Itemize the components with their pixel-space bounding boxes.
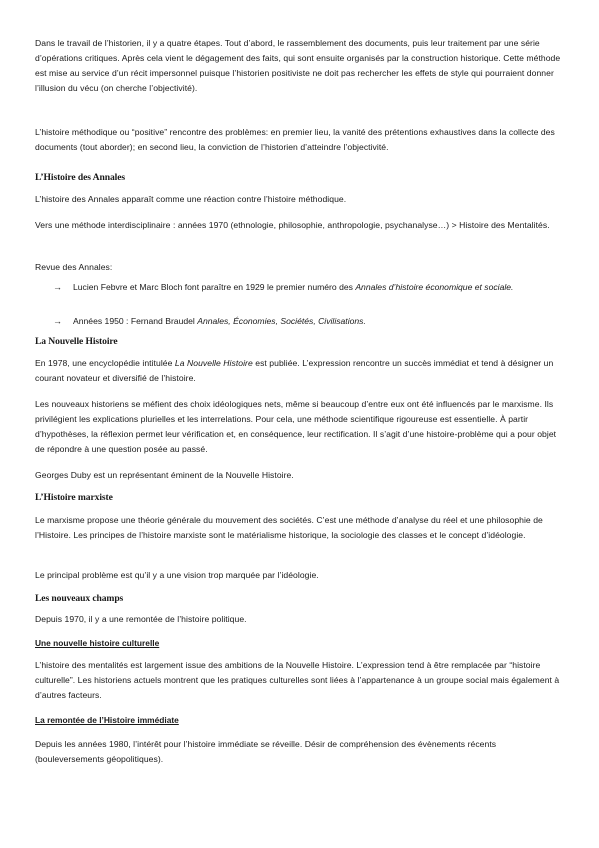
section-heading-nouvelle-histoire: La Nouvelle Histoire: [35, 336, 118, 347]
nouvelle-p1-b: est publiée. L’expression rencontre un succès immédiat et tend à désigner un courant novateur et diversifié de l’histoire.: [35, 358, 554, 383]
bullet-1-text: [73, 280, 568, 295]
bullet-2-italic: Annales, Économies, Sociétés, Civilisations.: [197, 316, 366, 326]
section-heading-marxiste: L’Histoire marxiste: [35, 492, 113, 503]
annales-paragraph-2: Vers une méthode interdisciplinaire : années 1970 (ethnologie, philosophie, anthropologie, psychanalyse…) > Histoire des Mentalités.: [35, 220, 550, 230]
arrow-right-icon: →: [53, 316, 62, 326]
annales-paragraph-1: L’histoire des Annales apparaît comme une réaction contre l’histoire méthodique.: [35, 194, 347, 204]
section-heading-nouveaux-champs: Les nouveaux champs: [35, 593, 124, 604]
nouvelle-paragraph-3: Georges Duby est un représentant éminent de la Nouvelle Histoire.: [35, 470, 294, 480]
bullet-1-italic: Annales d’histoire économique et sociale.: [355, 282, 514, 292]
annales-paragraph-3: Revue des Annales:: [35, 262, 113, 272]
nouvelle-p1-italic: La Nouvelle Histoire: [174, 358, 253, 368]
marxiste-paragraph-1: Le marxisme propose une théorie générale du mouvement des sociétés. C’est une méthode d’analyse du réel et une philosophie de l’Histoire. Les principes de l’histoire marxiste sont le matérialisme historique, la sociologie des classes et le concept d’idéologie.: [35, 515, 543, 540]
champs-paragraph-1: Depuis 1970, il y a une remontée de l’histoire politique.: [35, 614, 247, 624]
bullet-2-plain: Années 1950 : Fernand Braudel: [73, 316, 198, 326]
champs-paragraph-2: L’histoire des mentalités est largement issue des ambitions de la Nouvelle Histoire. L’expression tend à être remplacée par “histoire culturelle”. Les historiens actuels montrent que les pratiques culturelles sont liées à l’appartenance à un groupe social mais également à d’autres facteurs.: [35, 660, 560, 700]
champs-paragraph-3: Depuis les années 1980, l’intérêt pour l’histoire immédiate se réveille. Désir de compréhension des évènements récents (bouleversements géopolitiques).: [35, 739, 497, 764]
subheading-histoire-culturelle: Une nouvelle histoire culturelle: [35, 638, 160, 648]
nouvelle-paragraph-2: Les nouveaux historiens se méfient des choix idéologiques nets, même si beaucoup d’entre eux ont été influencés par le marxisme. Ils privilégient les explications plurielles et les interrelations. Pour cela, une méthode scientifique rigoureuse est essentielle. À partir d’hypothèses, la réflexion permet leur vérification et, en conséquence, leur rectification. Il s’agit d’une histoire-problème qui a pour objet de répondre à une question posée au passé.: [35, 399, 557, 454]
arrow-right-icon: →: [53, 282, 62, 292]
subheading-histoire-immediate: La remontée de l’Histoire immédiate: [35, 715, 179, 725]
marxiste-paragraph-2: Le principal problème est qu’il y a une vision trop marquée par l’idéologie.: [35, 570, 319, 580]
annales-bullet-2: [53, 314, 568, 329]
bullet-1-plain: Lucien Febvre et Marc Bloch font paraître en 1929 le premier numéro des: [73, 282, 356, 292]
intro-paragraph-1: Dans le travail de l’historien, il y a quatre étapes. Tout d’abord, le rassemblement des documents, puis leur traitement par une série d’opérations critiques. Après cela vient le dégagement des faits, qui sont ensuite organisés par la construction historique. Cette méthode est mise au service d’un récit impersonnel puisque l’historien positiviste ne doit pas rechercher les effets de style qui pourraient donner l’illusion du vécu (on cherche l’objectivité).: [35, 38, 561, 93]
bullet-2-text: [73, 314, 568, 329]
section-heading-annales: L’Histoire des Annales: [35, 172, 126, 183]
annales-bullet-1: [53, 280, 568, 295]
intro-paragraph-2: L’histoire méthodique ou “positive” rencontre des problèmes: en premier lieu, la vanité des prétentions exhaustives dans la collecte des documents (tout aborder); en second lieu, la conviction de l’historien d’atteindre l’objectivité.: [35, 127, 555, 152]
nouvelle-p1-a: En 1978, une encyclopédie intitulée: [35, 358, 175, 368]
nouvelle-paragraph-1: [35, 356, 565, 386]
